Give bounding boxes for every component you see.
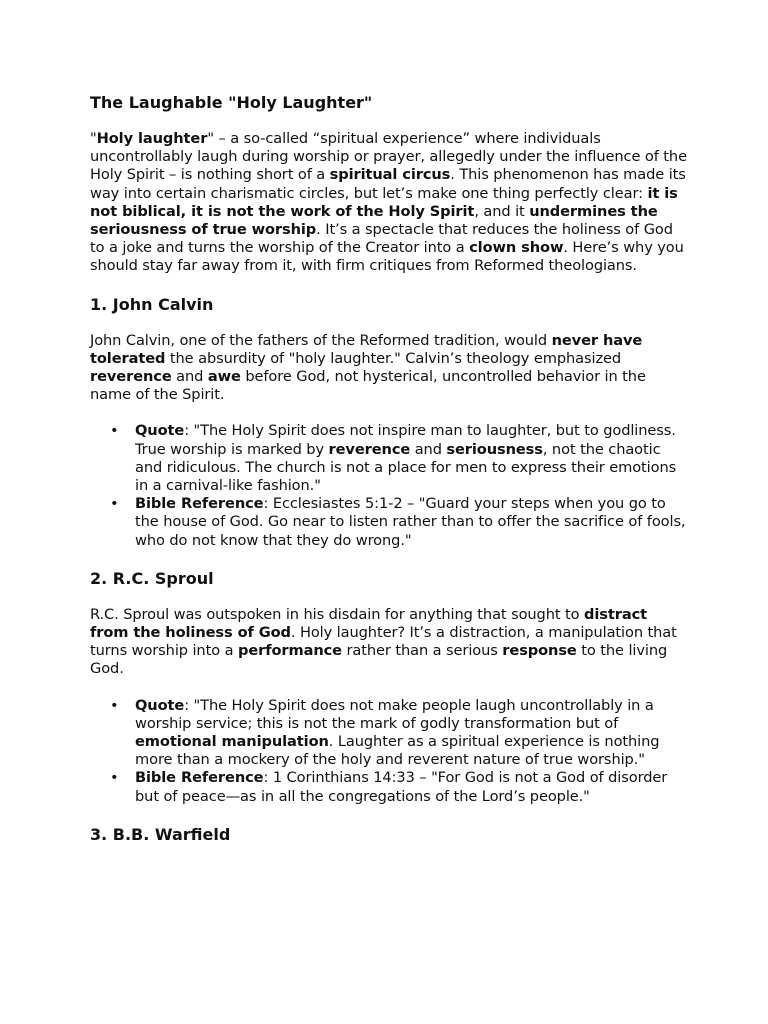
- text-run: the absurdity of "holy laughter." Calvin’s theology emphasized: [165, 349, 622, 367]
- bold-text-run: performance: [237, 642, 342, 660]
- bullet-list: [90, 697, 690, 806]
- sections-container: [90, 294, 690, 846]
- text-run: : 1 Corinthians 14:33 – "For God is not a God of disorder but of peace—as in all the congregations of the Lord’s people.": [135, 769, 668, 805]
- section-paragraph: [90, 332, 690, 405]
- bullet-item: [90, 697, 690, 770]
- text-run: ": [90, 130, 97, 147]
- bold-text-run: reverence: [328, 440, 411, 458]
- bold-text-run: Quote: [135, 696, 185, 714]
- bold-text-run: reverence: [90, 368, 172, 386]
- section-heading: 1. John Calvin: [90, 294, 214, 314]
- text-run: : Ecclesiastes 5:1-2 – "Guard your steps when you go to the house of God. Go near to listen rather than to offer the sacrifice of fools, who do not know that they do wrong.": [135, 495, 686, 549]
- bullet-icon: •: [110, 696, 119, 714]
- bold-text-run: spiritual circus: [329, 166, 451, 184]
- text-run: , not the chaotic and ridiculous. The church is not a place for men to express their emotions in a carnival-like fashion.": [135, 440, 677, 495]
- text-run: . This phenomenon has made its way into certain charismatic circles, but let’s make one thing perfectly clear:: [90, 166, 686, 202]
- section-heading: 3. B.B. Warfield: [90, 824, 231, 844]
- section-paragraph: [90, 606, 690, 679]
- text-run: " – a so-called “spiritual experience” where individuals uncontrollably laugh during worship or prayer, allegedly under the influence of the Holy Spirit – is nothing short of a: [90, 130, 687, 184]
- bold-text-run: Quote: [135, 422, 185, 440]
- bullet-item: [90, 422, 690, 495]
- bold-text-run: seriousness: [446, 440, 543, 458]
- bullet-icon: •: [110, 769, 119, 787]
- bold-text-run: undermines the seriousness of true worship: [90, 202, 658, 239]
- text-run: . Here’s why you should stay far away from it, with firm critiques from Reformed theologians.: [90, 239, 684, 275]
- bold-text-run: Holy laughter: [96, 130, 208, 147]
- text-run: to the living God.: [90, 642, 668, 678]
- text-run: before God, not hysterical, uncontrolled behavior in the name of the Spirit.: [90, 368, 646, 404]
- text-run: , and it: [474, 202, 530, 220]
- text-run: John Calvin, one of the fathers of the Reformed tradition, would: [90, 331, 552, 349]
- intro-paragraph: [90, 130, 690, 276]
- text-run: : "The Holy Spirit does not make people laugh uncontrollably in a worship service; this is not the mark of godly transformation but of: [135, 696, 654, 732]
- bullet-item: [90, 495, 690, 550]
- text-run: R.C. Sproul was outspoken in his disdain for anything that sought to: [90, 605, 585, 623]
- bold-text-run: emotional manipulation: [135, 733, 329, 751]
- bold-text-run: distract from the holiness of God: [90, 605, 647, 642]
- bold-text-run: clown show: [469, 239, 564, 257]
- bullet-icon: •: [110, 495, 119, 513]
- document-page: [90, 92, 690, 862]
- text-run: and: [410, 440, 447, 458]
- text-run: : "The Holy Spirit does not inspire man to laughter, but to godliness. True worship is marked by: [135, 422, 676, 458]
- bold-text-run: never have tolerated: [90, 331, 643, 367]
- bold-text-run: response: [502, 642, 577, 660]
- text-run: . Holy laughter? It’s a distraction, a manipulation that turns worship into a: [90, 624, 677, 660]
- bold-text-run: Bible Reference: [135, 769, 264, 787]
- bold-text-run: it is not biblical, it is not the work of the Holy Spirit: [90, 184, 678, 220]
- document-title: The Laughable "Holy Laughter": [90, 93, 373, 112]
- bold-text-run: awe: [207, 368, 241, 386]
- bold-text-run: Bible Reference: [135, 495, 264, 513]
- bullet-icon: •: [110, 422, 119, 440]
- section-heading: 2. R.C. Sproul: [90, 568, 214, 588]
- bullet-item: [90, 769, 690, 805]
- text-run: . It’s a spectacle that reduces the holiness of God to a joke and turns the worship of the Creator into a: [90, 221, 673, 257]
- text-run: . Laughter as a spiritual experience is nothing more than a mockery of the holy and reverent nature of true worship.": [135, 733, 660, 769]
- bullet-list: [90, 422, 690, 549]
- text-run: and: [171, 368, 208, 386]
- text-run: rather than a serious: [341, 642, 503, 660]
